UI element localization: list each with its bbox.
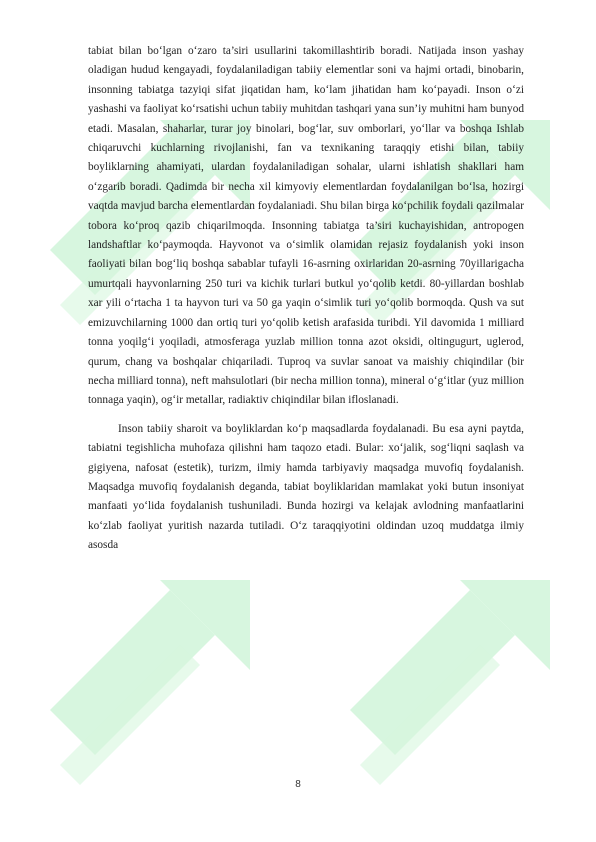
document-body [88,42,524,556]
paragraph: Inson tabiiy sharoit va boyliklardan ko‘p maqsadlarda foydalanadi. Bu esa ayni paytda, tabiatni tegishlicha muhofaza qilishni ham taqozo etadi. Bular: xo‘jalik, sog‘liqni saqlash va gigiyena, nafosat (estetik), turizm, ilmiy hamda tarbiyaviy maqsadga muvofiq foydalanish. Maqsadga muvofiq foydalanish deganda, tabiat boyliklaridan mamlakat yoki butun insoniyat manfaati yo‘lida foydalanish tushuniladi. Bunda hozirgi va kelajak avlodning manfaatlarini ko‘zlab faoliyat yuritish nazarda tutiladi. O‘z taraqqiyotini oldindan uzoq muddatga ilmiy asosda [88,422,524,552]
watermark-arrow-icon [40,560,270,800]
paragraph: tabiat bilan bo‘lgan o‘zaro ta’siri usullarini takomillashtirib boradi. Natijada inson yashay oladigan hudud kengayadi, foydalaniladigan tabiiy elementlar soni va hajmi ortadi, binobarin, insonning tabiatga tazyiqi sifat jiqatidan ham, ko‘lam jihatidan ham ko‘payadi. Inson o‘zi yashashi va faoliyat ko‘rsatishi uchun tabiiy muhitdan tashqari yana sun’iy muhitni ham bunyod etadi. Masalan, shaharlar, turar joy binolari, bog‘lar, suv omborlari, yo‘llar va boshqa Ishlab chiqaruvchi kuchlarning rivojlanishi, fan va texnikaning taraqqiy etishi bilan, tabiiy boyliklarning ahamiyati, ulardan foydalaniladigan sohalar, ularni ishlatish shakllari ham o‘zgarib boradi. Qadimda bir necha xil kimyoviy elementlardan foydalanilgan bo‘lsa, hozirgi vaqtda mavjud barcha elementlardan foydalaniadi. Shu bilan birga ko‘pchilik foydali qazilmalar tobora ko‘proq qazib chiqarilmoqda. Insonning tabiatga ta’siri kuchayishidan, antropogen landshaftlar ko‘paymoqda. Hayvonot va o‘simlik olamidan rejasiz foydalanish yoki inson faoliyati bilan bog‘liq boshqa sabablar tufayli 16-asrning oxirlaridan 20-asrning 70yillarigacha umurtqali hayvonlarning 250 turi va kichik turlari butkul yo‘qolib ketdi. 80-yillardan boshlab xar yili o‘rtacha 1 ta hayvon turi va 50 ga yaqin o‘simlik turi yo‘qolib bormoqda. Qush va sut emizuvchilarning 1000 dan ortiq turi yo‘qolib ketish arafasida turibdi. Yil davomida 1 milliard tonna yoqilg‘i yoqiladi, atmosferaga yuzlab million tonna azot oksidi, oltingugurt, uglerod, qurum, chang va boshqalar chiqariladi. Tuproq va suvlar sanoat va maishiy chiqindilar (bir necha milliard tonna), neft mahsulotlari (bir necha million tonna), mineral o‘g‘itlar (yuz million tonnaga yaqin), og‘ir metallar, radiaktiv chiqindilar bilan ifloslanadi. [88,45,524,407]
watermark-arrow-icon [340,560,570,800]
page-number: 8 [295,779,301,790]
